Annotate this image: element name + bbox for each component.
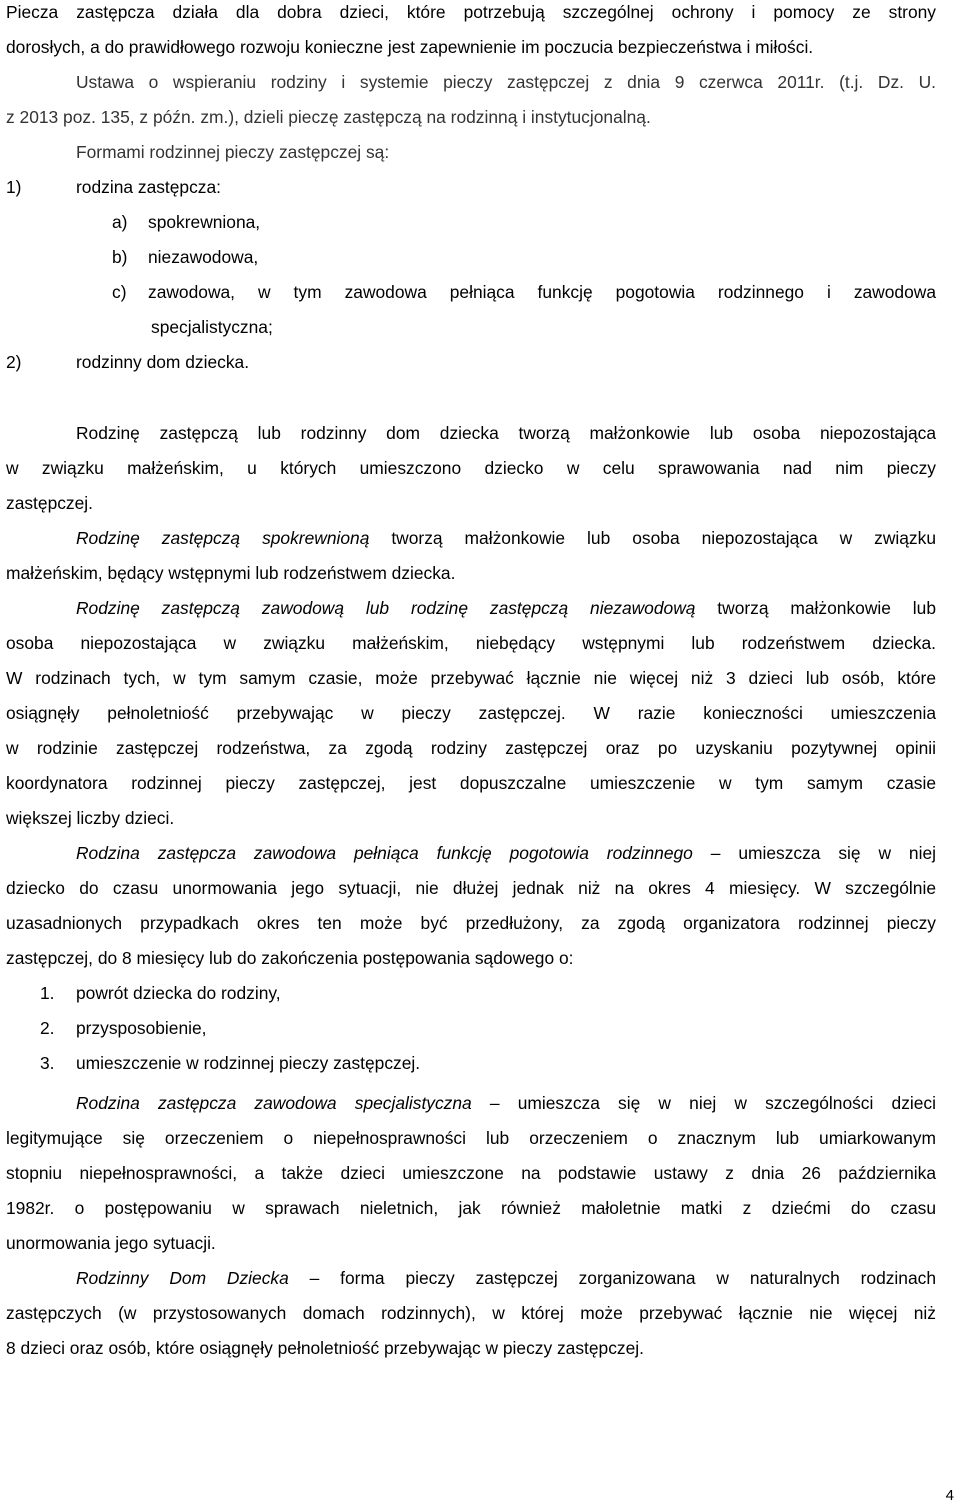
p3-line-4: osiągnęły pełnoletniość przebywając w pieczy zastępczej. W razie konieczności umieszczenia [6, 703, 936, 723]
forms-heading: Formami rodzinnej pieczy zastępczej są: [76, 142, 390, 162]
p1-line-3: zastępczej. [6, 493, 93, 513]
p5-line-5: unormowania jego sytuacji. [6, 1233, 216, 1253]
p4-list-1: powrót dziecka do rodziny, [76, 983, 281, 1003]
forms-subitem-b: niezawodowa, [148, 247, 259, 267]
p5-line-3: stopniu niepełnosprawności, a także dzieci umieszczone na podstawie ustawy z dnia 26 października [6, 1163, 936, 1183]
p2-line-1-rest: tworzą małżonkowie lub osoba niepozostająca w związku [369, 528, 936, 548]
p1-line-1: Rodzinę zastępczą lub rodzinny dom dziecka tworzą małżonkowie lub osoba niepozostająca [76, 423, 936, 443]
p3-line-2: osoba niepozostająca w związku małżeńskim, niebędący wstępnymi lub rodzeństwem dziecka. [6, 633, 936, 653]
forms-item-1: rodzina zastępcza: [76, 177, 222, 197]
intro-line-2: dorosłych, a do prawidłowego rozwoju konieczne jest zapewnienie im poczucia bezpieczeństwa i miłości. [6, 37, 814, 57]
p4-list-3: umieszczenie w rodzinnej pieczy zastępczej. [76, 1053, 421, 1073]
intro-line-4: z 2013 poz. 135, z późn. zm.), dzieli pieczę zastępczą na rodzinną i instytucjonalną. [6, 107, 651, 127]
p5-line-4: 1982r. o postępowaniu w sprawach nieletnich, jak również małoletnie matki z dziećmi do czasu [6, 1198, 936, 1218]
forms-item-2: rodzinny dom dziecka. [76, 352, 250, 372]
forms-subitem-a-letter: a) [112, 212, 128, 232]
p2-term: Rodzinę zastępczą spokrewnioną [76, 528, 370, 548]
p3-line-1-rest: tworzą małżonkowie lub [695, 598, 936, 618]
p3-line-6: koordynatora rodzinnej pieczy zastępczej, jest dopuszczalne umieszczenie w tym samym czasie [6, 773, 936, 793]
p3-line-5: w rodzinie zastępczej rodzeństwa, za zgodą rodziny zastępczej oraz po uzyskaniu pozytywnej opinii [6, 738, 936, 758]
p5-term: Rodzina zastępcza zawodowa specjalistyczna [76, 1093, 472, 1113]
forms-subitem-b-letter: b) [112, 247, 128, 267]
forms-subitem-c-line-2: specjalistyczna; [151, 317, 273, 337]
p3-line-3: W rodzinach tych, w tym samym czasie, może przebywać łącznie nie więcej niż 3 dzieci lub osób, które [6, 668, 936, 688]
p4-list-2: przysposobienie, [76, 1018, 207, 1038]
p6-line-2: zastępczych (w przystosowanych domach rodzinnych), w której może przebywać łącznie nie więcej niż [6, 1303, 936, 1323]
forms-item-1-number: 1) [6, 177, 22, 197]
p3-line-1 [76, 596, 936, 620]
p4-line-1-rest: – umieszcza się w niej [692, 843, 936, 863]
intro-line-3: Ustawa o wspieraniu rodziny i systemie pieczy zastępczej z dnia 9 czerwca 2011r. (t.j. Dz. U. [76, 72, 936, 92]
p2-line-1 [76, 526, 936, 550]
forms-item-2-number: 2) [6, 352, 22, 372]
p5-line-1-rest: – umieszcza się w niej w szczególności dzieci [471, 1093, 936, 1113]
p4-list-3-number: 3. [40, 1053, 55, 1073]
p4-term: Rodzina zastępcza zawodowa pełniąca funkcję pogotowia rodzinnego [76, 843, 693, 863]
p6-line-3: 8 dzieci oraz osób, które osiągnęły pełnoletniość przebywając w pieczy zastępczej. [6, 1338, 644, 1358]
forms-subitem-c-letter: c) [112, 282, 127, 302]
p6-line-1 [76, 1266, 936, 1290]
forms-subitem-c-line-1: zawodowa, w tym zawodowa pełniąca funkcję pogotowia rodzinnego i zawodowa [148, 282, 936, 302]
p4-list-1-number: 1. [40, 983, 55, 1003]
p4-line-1 [76, 841, 936, 865]
p1-line-2: w związku małżeńskim, u których umieszczono dziecko w celu sprawowania nad nim pieczy [6, 458, 936, 478]
p6-line-1-rest: – forma pieczy zastępczej zorganizowana w naturalnych rodzinach [288, 1268, 937, 1288]
p4-line-2: dziecko do czasu unormowania jego sytuacji, nie dłużej jednak niż na okres 4 miesięcy. W szczególnie [6, 878, 936, 898]
p5-line-1 [76, 1091, 936, 1115]
p3-line-7: większej liczby dzieci. [6, 808, 175, 828]
forms-subitem-a: spokrewniona, [148, 212, 261, 232]
p6-term: Rodzinny Dom Dziecka [76, 1268, 289, 1288]
p4-line-4: zastępczej, do 8 miesięcy lub do zakończenia postępowania sądowego o: [6, 948, 574, 968]
p4-list-2-number: 2. [40, 1018, 55, 1038]
p5-line-2: legitymujące się orzeczeniem o niepełnosprawności lub orzeczeniem o znacznym lub umiarkowanym [6, 1128, 936, 1148]
p2-line-2: małżeńskim, będący wstępnymi lub rodzeństwem dziecka. [6, 563, 456, 583]
p4-line-3: uzasadnionych przypadkach okres ten może być przedłużony, za zgodą organizatora rodzinnej pieczy [6, 913, 936, 933]
p3-term: Rodzinę zastępczą zawodową lub rodzinę zastępczą niezawodową [76, 598, 696, 618]
intro-line-1: Piecza zastępcza działa dla dobra dzieci, które potrzebują szczególnej ochrony i pomocy ze strony [6, 2, 936, 22]
page-number: 4 [945, 1487, 954, 1504]
